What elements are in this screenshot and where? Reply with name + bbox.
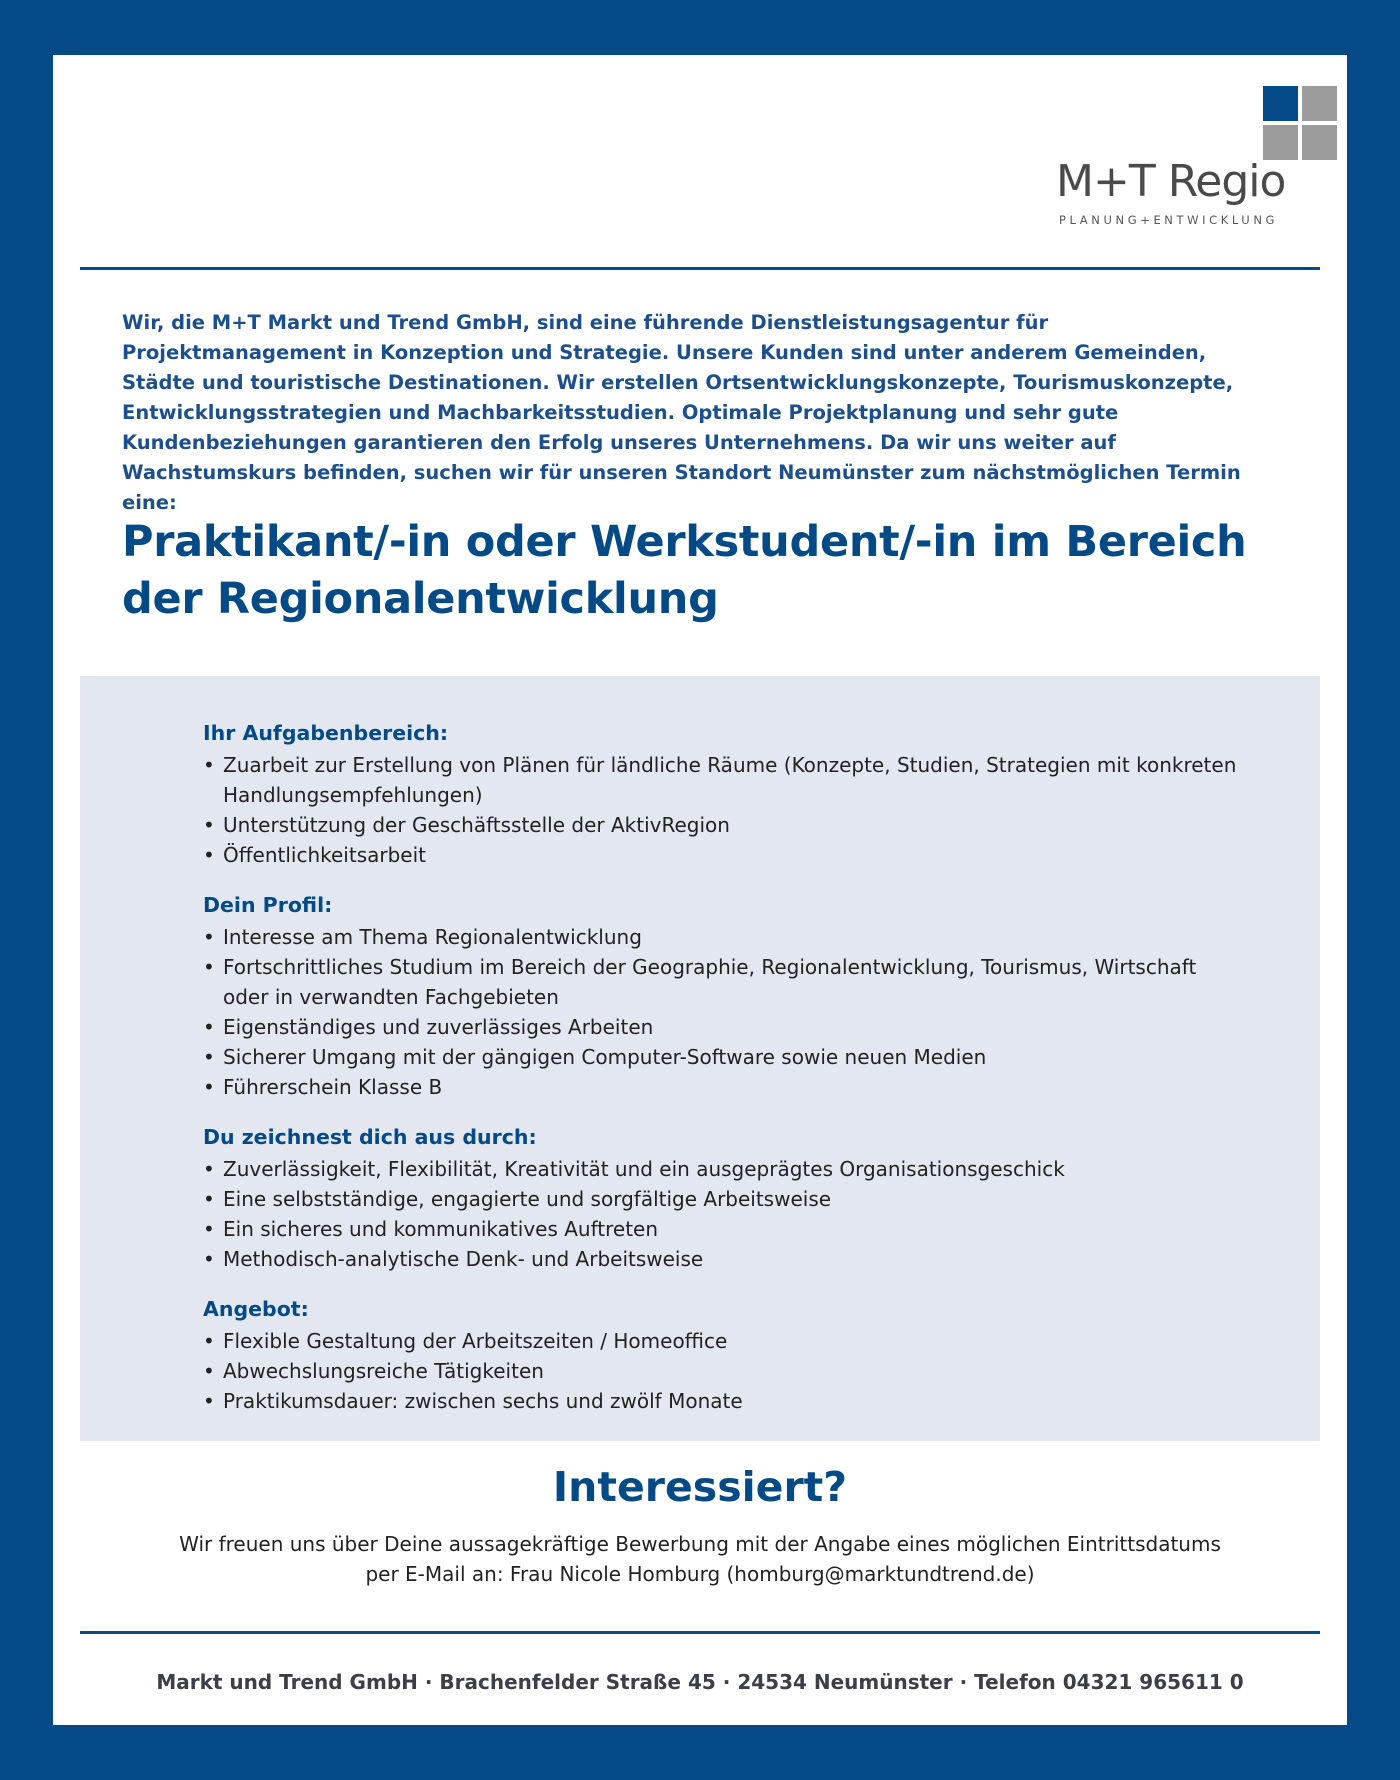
cta-heading: Interessiert? [552,1463,848,1511]
bottom-divider [80,1631,1320,1634]
list-item: • Flexible Gestaltung der Arbeitszeiten / Homeoffice [203,1326,1243,1356]
list-item: • Praktikumsdauer: zwischen sechs und zwölf Monate [203,1386,1243,1416]
logo-square-blue [1263,86,1298,121]
list-item: • Zuarbeit zur Erstellung von Plänen für ländliche Räume (Konzepte, Studien, Strategien mit konkreten Handlungsempfehlungen) [203,750,1243,810]
bullet-list [203,1154,1243,1274]
section-qualities [203,1122,1243,1274]
list-item: • Methodisch-analytische Denk- und Arbeitsweise [203,1244,1243,1274]
list-item: • Zuverlässigkeit, Flexibilität, Kreativität und ein ausgeprägtes Organisationsgeschick [203,1154,1243,1184]
list-item: • Öffentlichkeitsarbeit [203,840,1243,870]
list-item: • Ein sicheres und kommunikatives Auftreten [203,1214,1243,1244]
list-item: • Abwechslungsreiche Tätigkeiten [203,1356,1243,1386]
cta-text [113,1529,1287,1589]
requirements-sections [203,718,1243,1436]
list-item: • Unterstützung der Geschäftsstelle der AktivRegion [203,810,1243,840]
list-item: • Interesse am Thema Regionalentwicklung [203,922,1243,952]
logo-tagline: PLANUNG+ENTWICKLUNG [1059,213,1279,227]
list-item: • Sicherer Umgang mit der gängigen Computer-Software sowie neuen Medien [203,1042,1243,1072]
bullet-list [203,750,1243,870]
list-item: • Fortschrittliches Studium im Bereich der Geographie, Regionalentwicklung, Tourismus, Wirtschaft oder in verwandten Fachgebieten [203,952,1243,1012]
company-footer: Markt und Trend GmbH · Brachenfelder Straße 45 · 24534 Neumünster · Telefon 04321 965611 0 [156,1670,1244,1694]
section-heading: Du zeichnest dich aus durch: [203,1125,537,1149]
section-profile [203,890,1243,1102]
requirements-panel [80,676,1320,1441]
cta-line1: Wir freuen uns über Deine aussagekräftige Bewerbung mit der Angabe eines möglichen Eintrittsdatums [179,1532,1221,1556]
section-heading: Ihr Aufgabenbereich: [203,721,449,745]
list-item: • Eigenständiges und zuverlässiges Arbeiten [203,1012,1243,1042]
list-item: • Führerschein Klasse B [203,1072,1243,1102]
company-logo [1056,86,1352,233]
job-posting-page [53,55,1347,1725]
job-title [122,514,1282,628]
bullet-list [203,922,1243,1102]
logo-square-grey [1263,125,1298,160]
section-heading: Dein Profil: [203,893,333,917]
list-item: • Eine selbstständige, engagierte und sorgfältige Arbeitsweise [203,1184,1243,1214]
logo-square-grey [1302,125,1337,160]
section-offer [203,1294,1243,1416]
job-title-line1: Praktikant/-in oder Werkstudent/-in im Bereich [122,517,1247,567]
section-heading: Angebot: [203,1297,309,1321]
company-intro: Wir, die M+T Markt und Trend GmbH, sind eine führende Dienstleistungsagentur für Projektmanagement in Konzeption und Strategie. Unsere Kunden sind unter anderem Gemeinden, Städte und touristische Destinationen. Wir erstellen Ortsentwicklungskonzepte, Tourismuskonzepte, Entwicklungsstrategien und Machbarkeitsstudien. Optimale Projektplanung und sehr gute Kundenbeziehungen garantieren den Erfolg unseres Unternehmens. Da wir uns weiter auf Wachstumskurs befinden, suchen wir für unseren Standort Neumünster zum nächstmöglichen Termin eine: [122,311,1241,514]
section-tasks [203,718,1243,870]
logo-wordmark: M+T Regio [1056,156,1286,207]
job-title-line2: der Regionalentwicklung [122,574,719,624]
top-divider [80,267,1320,270]
bullet-list [203,1326,1243,1416]
logo-square-grey [1302,86,1337,121]
cta-line2: per E-Mail an: Frau Nicole Homburg (homburg@marktundtrend.de) [365,1562,1035,1586]
